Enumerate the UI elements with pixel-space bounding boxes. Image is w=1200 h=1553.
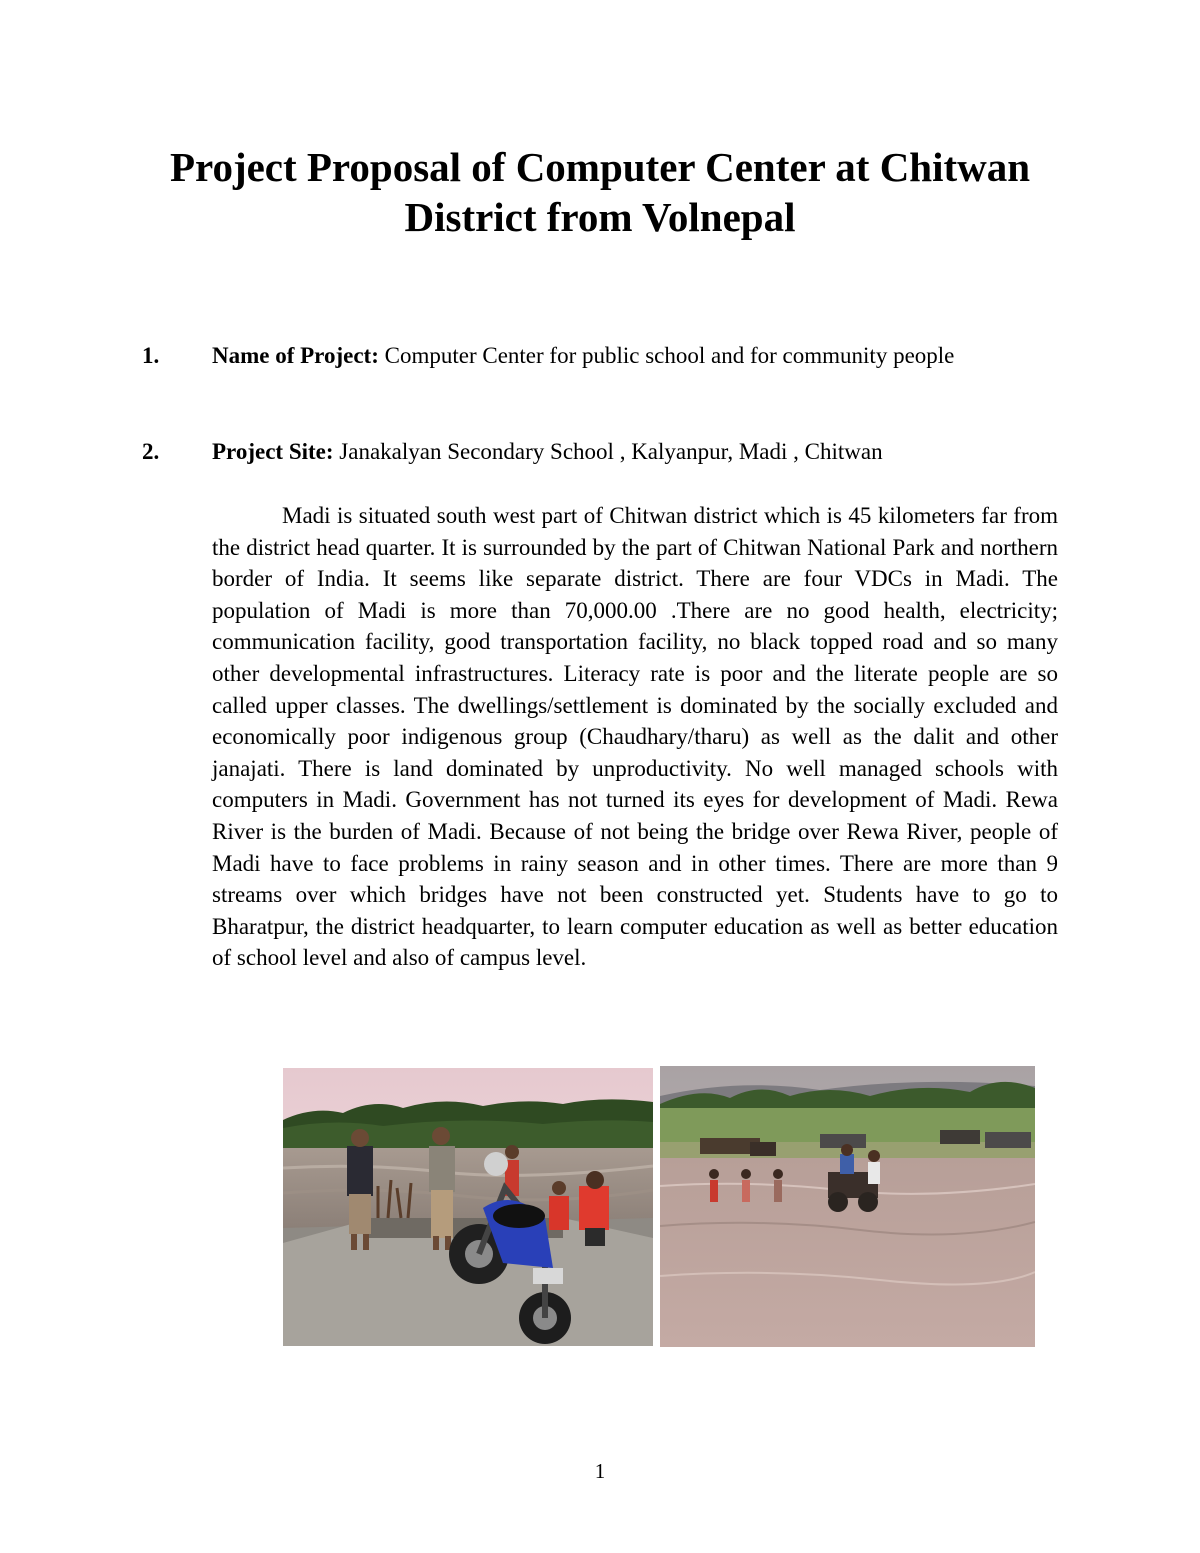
list-item-label: Name of Project: <box>212 343 379 368</box>
title-line-1: Project Proposal of Computer Center at Chitwan <box>169 144 1031 190</box>
document-title <box>100 142 1100 242</box>
river-bridge-motorcycle-photo <box>283 1068 653 1346</box>
list-item-text: Janakalyan Secondary School , Kalyanpur, Madi , Chitwan <box>333 439 883 464</box>
list-item-body <box>212 436 1058 468</box>
list-item-body <box>212 340 1058 372</box>
list-item-label: Project Site: <box>212 439 334 464</box>
list-item-number: 2. <box>142 439 160 464</box>
body-paragraph: Madi is situated south west part of Chitwan district which is 45 kilometers far from the district head quarter. It is surrounded by the part of Chitwan National Park and northern border of India. It seems like separate district. There are four VDCs in Madi. The population of Madi is more than 70,000.00 .There are no good health, electricity; communication facility, good transportation facility, no black topped road and so many other developmental infrastructures. Literacy rate is poor and the literate people are so called upper classes. The dwellings/settlement is dominated by the socially excluded and economically poor indigenous group (Chaudhary/tharu) as well as the dalit and other janajati. There is land dominated by unproductivity. No well managed schools with computers in Madi. Government has not turned its eyes for development of Madi. Rewa River is the burden of Madi. Because of not being the bridge over Rewa River, people of Madi have to face problems in rainy season and in other times. There are more than 9 streams over which bridges have not been constructed yet. Students have to go to Bharatpur, the district headquarter, to learn computer education as well as better education of school level and also of campus level. <box>212 503 1058 971</box>
list-item-number: 1. <box>142 343 160 368</box>
title-line-2: District from Volnepal <box>404 194 796 240</box>
list-item-text: Computer Center for public school and for community people <box>378 343 955 368</box>
page-number: 1 <box>594 1459 606 1483</box>
river-crossing-cart-photo <box>660 1066 1035 1347</box>
